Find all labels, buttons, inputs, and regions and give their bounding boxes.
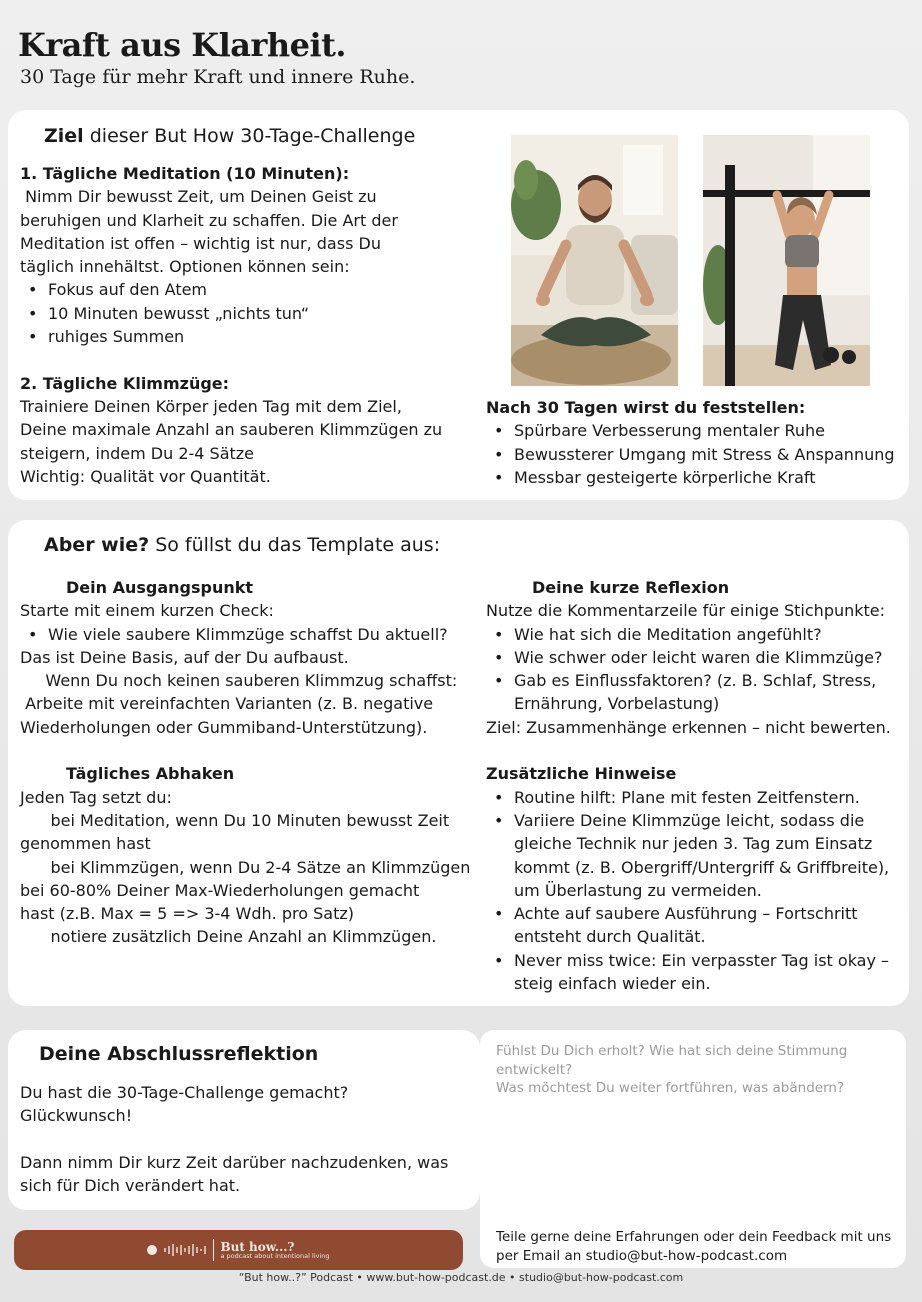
list-item: • Variiere Deine Klimmzüge leicht, sodass die gleiche Technik nur jeden 3. Tag zum Einsatz kommt (z. B. Obergriff/Untergriff & Griffbreite), um Überlastung zu vermeiden. xyxy=(486,809,906,902)
goal-heading-bold: Ziel xyxy=(44,125,84,147)
list-item: • 10 Minuten bewusst „nichts tun“ xyxy=(20,302,480,325)
page-title: Kraft aus Klarheit. xyxy=(18,26,347,64)
meditation-line: täglich innehältst. Optionen können sein: xyxy=(20,257,350,277)
list-item: • Gab es Einflussfaktoren? (z. B. Schlaf, Stress, Ernährung, Vorbelastung) xyxy=(486,669,906,716)
pullups-line: steigern, indem Du 2-4 Sätze xyxy=(20,443,255,463)
goal-heading xyxy=(44,125,415,147)
start-intro: Starte mit einem kurzen Check: xyxy=(20,601,274,621)
footer-text: “But how..?” Podcast • www.but-how-podcast.de • studio@but-how-podcast.com xyxy=(238,1271,684,1284)
comment-hint xyxy=(496,1042,896,1098)
results-title: Nach 30 Tagen wirst du feststellen: xyxy=(486,398,806,417)
logo-tagline: a podcast about intentional living xyxy=(220,1251,330,1260)
hint-line: Fühlst Du Dich erholt? Wie hat sich deine Stimmung xyxy=(496,1043,848,1059)
share-line: per Email an studio@but-how-podcast.com xyxy=(496,1248,788,1264)
logo-name: But how...? xyxy=(220,1239,295,1254)
list-item: • Fokus auf den Atem xyxy=(20,278,480,301)
reflex-list xyxy=(486,623,906,716)
list-item: • Routine hilft: Plane mit festen Zeitfenstern. xyxy=(486,786,906,809)
meditation-title: 1. Tägliche Meditation (10 Minuten): xyxy=(20,164,350,183)
list-item: • Wie viele saubere Klimmzüge schaffst Du aktuell? xyxy=(20,623,480,646)
pullups-line: Deine maximale Anzahl an sauberen Klimmzügen zu xyxy=(20,420,443,440)
list-item: • ruhiges Summen xyxy=(20,325,480,348)
list-item: • Never miss twice: Ein verpasster Tag ist okay – steig einfach wieder ein. xyxy=(486,949,906,996)
final-line: Dann nimm Dir kurz Zeit darüber nachzudenken, was xyxy=(20,1152,449,1172)
daily-line: bei Klimmzügen, wenn Du 2-4 Sätze an Klimmzügen xyxy=(20,857,471,877)
final-text xyxy=(20,1081,475,1197)
reflex-title: Deine kurze Reflexion xyxy=(532,578,730,597)
daily-line: Jeden Tag setzt du: xyxy=(20,787,172,807)
final-heading: Deine Abschlussreflektion xyxy=(39,1043,319,1065)
page-subtitle: 30 Tage für mehr Kraft und innere Ruhe. xyxy=(20,66,416,88)
start-line: Wiederholungen oder Gummiband-Unterstützung). xyxy=(20,717,428,737)
meditation-options xyxy=(20,278,480,348)
share-text xyxy=(496,1228,896,1266)
how-heading-bold: Aber wie? xyxy=(44,534,150,556)
how-heading xyxy=(44,534,440,556)
goal-left-column xyxy=(20,162,480,488)
pullups-title: 2. Tägliche Klimmzüge: xyxy=(20,373,230,393)
start-list xyxy=(20,623,480,646)
list-item: • Bewussterer Umgang mit Stress & Anspannung xyxy=(486,443,906,466)
meditation-line: beruhigen und Klarheit zu schaffen. Die Art der xyxy=(20,210,398,230)
spotify-icon xyxy=(147,1245,157,1255)
how-right-column xyxy=(486,576,906,995)
goal-results xyxy=(486,396,906,489)
list-item: • Achte auf saubere Ausführung – Fortschritt entsteht durch Qualität. xyxy=(486,902,906,949)
podcast-logo xyxy=(220,1241,329,1260)
final-line xyxy=(20,1128,475,1151)
daily-line: bei Meditation, wenn Du 10 Minuten bewusst Zeit xyxy=(20,810,450,830)
pullups-line: Trainiere Deinen Körper jeden Tag mit dem Ziel, xyxy=(20,396,402,416)
logo-divider xyxy=(213,1239,214,1261)
meditation-line: Nimm Dir bewusst Zeit, um Deinen Geist zu xyxy=(20,187,377,207)
daily-line: bei 60-80% Deiner Max-Wiederholungen gemacht xyxy=(20,880,420,900)
start-title: Dein Ausgangspunkt xyxy=(66,578,254,597)
list-item: • Wie schwer oder leicht waren die Klimmzüge? xyxy=(486,646,906,669)
daily-title: Tägliches Abhaken xyxy=(66,764,235,784)
results-list xyxy=(486,419,906,489)
extra-title: Zusätzliche Hinweise xyxy=(486,764,677,784)
list-item: • Messbar gesteigerte körperliche Kraft xyxy=(486,466,906,489)
pullups-line: Wichtig: Qualität vor Quantität. xyxy=(20,466,271,486)
start-line: Das ist Deine Basis, auf der Du aufbaust. xyxy=(20,647,349,667)
list-item: • Spürbare Verbesserung mentaler Ruhe xyxy=(486,419,906,442)
goal-heading-rest: dieser But How 30-Tage-Challenge xyxy=(83,125,416,147)
list-item: • Wie hat sich die Meditation angefühlt? xyxy=(486,623,906,646)
start-line: Arbeite mit vereinfachten Varianten (z. B. negative xyxy=(20,694,434,714)
reflex-goal: Ziel: Zusammenhänge erkennen – nicht bewerten. xyxy=(486,717,891,737)
hint-line: Was möchtest Du weiter fortführen, was abändern? xyxy=(496,1080,845,1096)
final-line: Du hast die 30-Tage-Challenge gemacht? xyxy=(20,1083,349,1102)
meditation-line: Meditation ist offen – wichtig ist nur, dass Du xyxy=(20,233,381,253)
share-line: Teile gerne deine Erfahrungen oder dein Feedback mit uns xyxy=(496,1229,892,1245)
soundwave-icon xyxy=(163,1243,207,1257)
daily-line: notiere zusätzlich Deine Anzahl an Klimmzügen. xyxy=(20,927,437,947)
how-heading-rest: So füllst du das Template aus: xyxy=(149,534,441,556)
pullup-photo xyxy=(703,135,870,386)
daily-line: genommen hast xyxy=(20,834,151,854)
how-left-column xyxy=(20,576,480,949)
final-line: sich für Dich verändert hat. xyxy=(20,1176,241,1196)
daily-line: hast (z.B. Max = 5 => 3-4 Wdh. pro Satz) xyxy=(20,904,354,924)
start-line: Wenn Du noch keinen sauberen Klimmzug schaffst: xyxy=(20,671,458,691)
final-line: Glückwunsch! xyxy=(20,1106,133,1126)
hint-line: entwickelt? xyxy=(496,1061,573,1078)
meditation-photo xyxy=(511,135,678,386)
extra-list xyxy=(486,786,906,996)
podcast-banner[interactable] xyxy=(14,1230,463,1270)
reflex-intro: Nutze die Kommentarzeile für einige Stichpunkte: xyxy=(486,601,886,621)
